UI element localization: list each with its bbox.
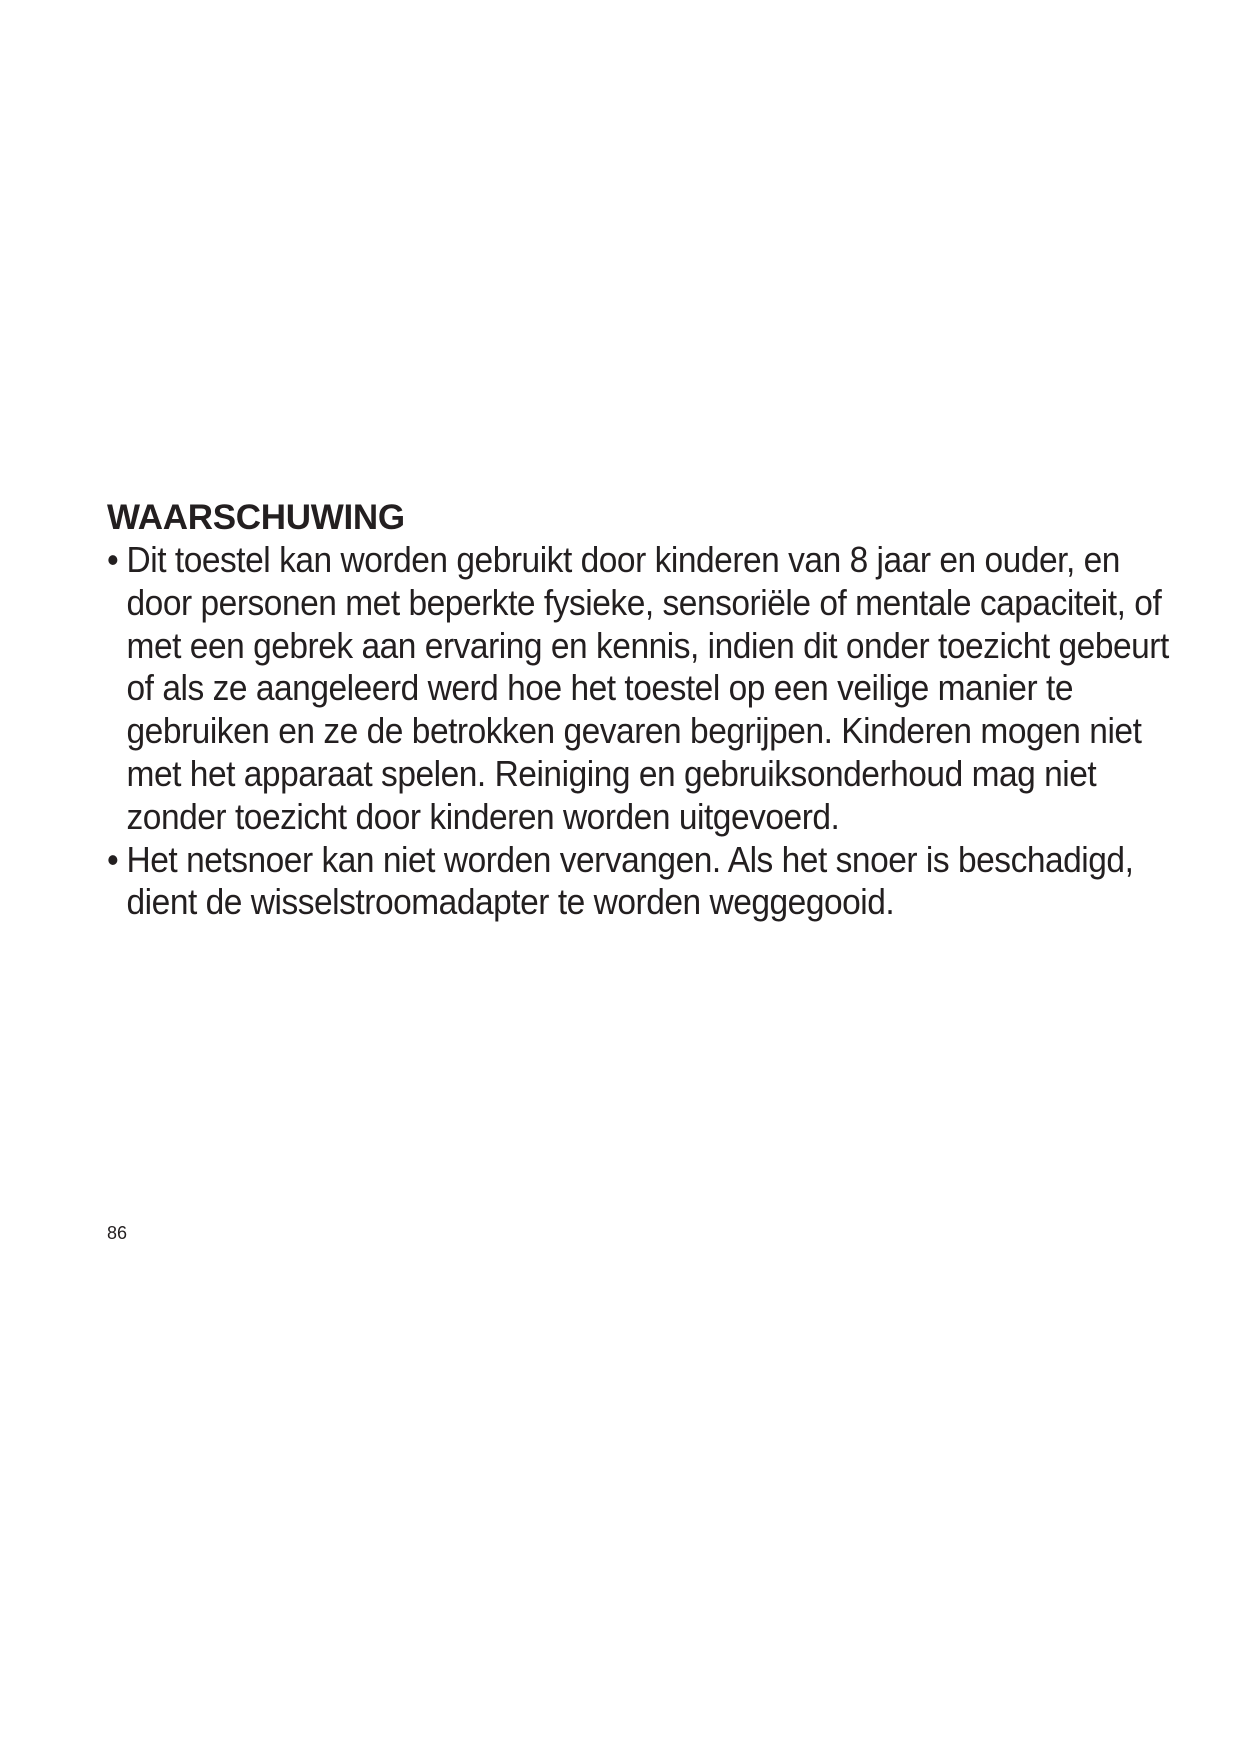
list-item (107, 539, 1177, 839)
warning-item-text: Het netsnoer kan niet worden vervangen. Als het snoer is beschadigd, dient de wisselstroomadapter te worden weggegooid. (126, 838, 1134, 923)
warning-item-text: Dit toestel kan worden gebruikt door kinderen van 8 jaar en ouder, en door personen met beperkte fysieke, sensoriële of mentale capaciteit, of met een gebrek aan ervaring en kennis, indien dit onder toezicht gebeurt of als ze aangeleerd werd hoe het toestel op een veilige manier te gebruiken en ze de betrokken gevaren begrijpen. Kinderen mogen niet met het apparaat spelen. Reiniging en gebruiksonderhoud mag niet zonder toezicht door kinderen worden uitgevoerd. (126, 539, 1169, 837)
bullet-icon: • (107, 539, 119, 580)
bullet-icon: • (107, 838, 119, 880)
page-number: 86 (107, 1223, 128, 1243)
warning-section (107, 497, 1167, 924)
warning-title: WAARSCHUWING (107, 498, 405, 537)
warning-list (107, 539, 1167, 924)
list-item (107, 839, 1177, 925)
